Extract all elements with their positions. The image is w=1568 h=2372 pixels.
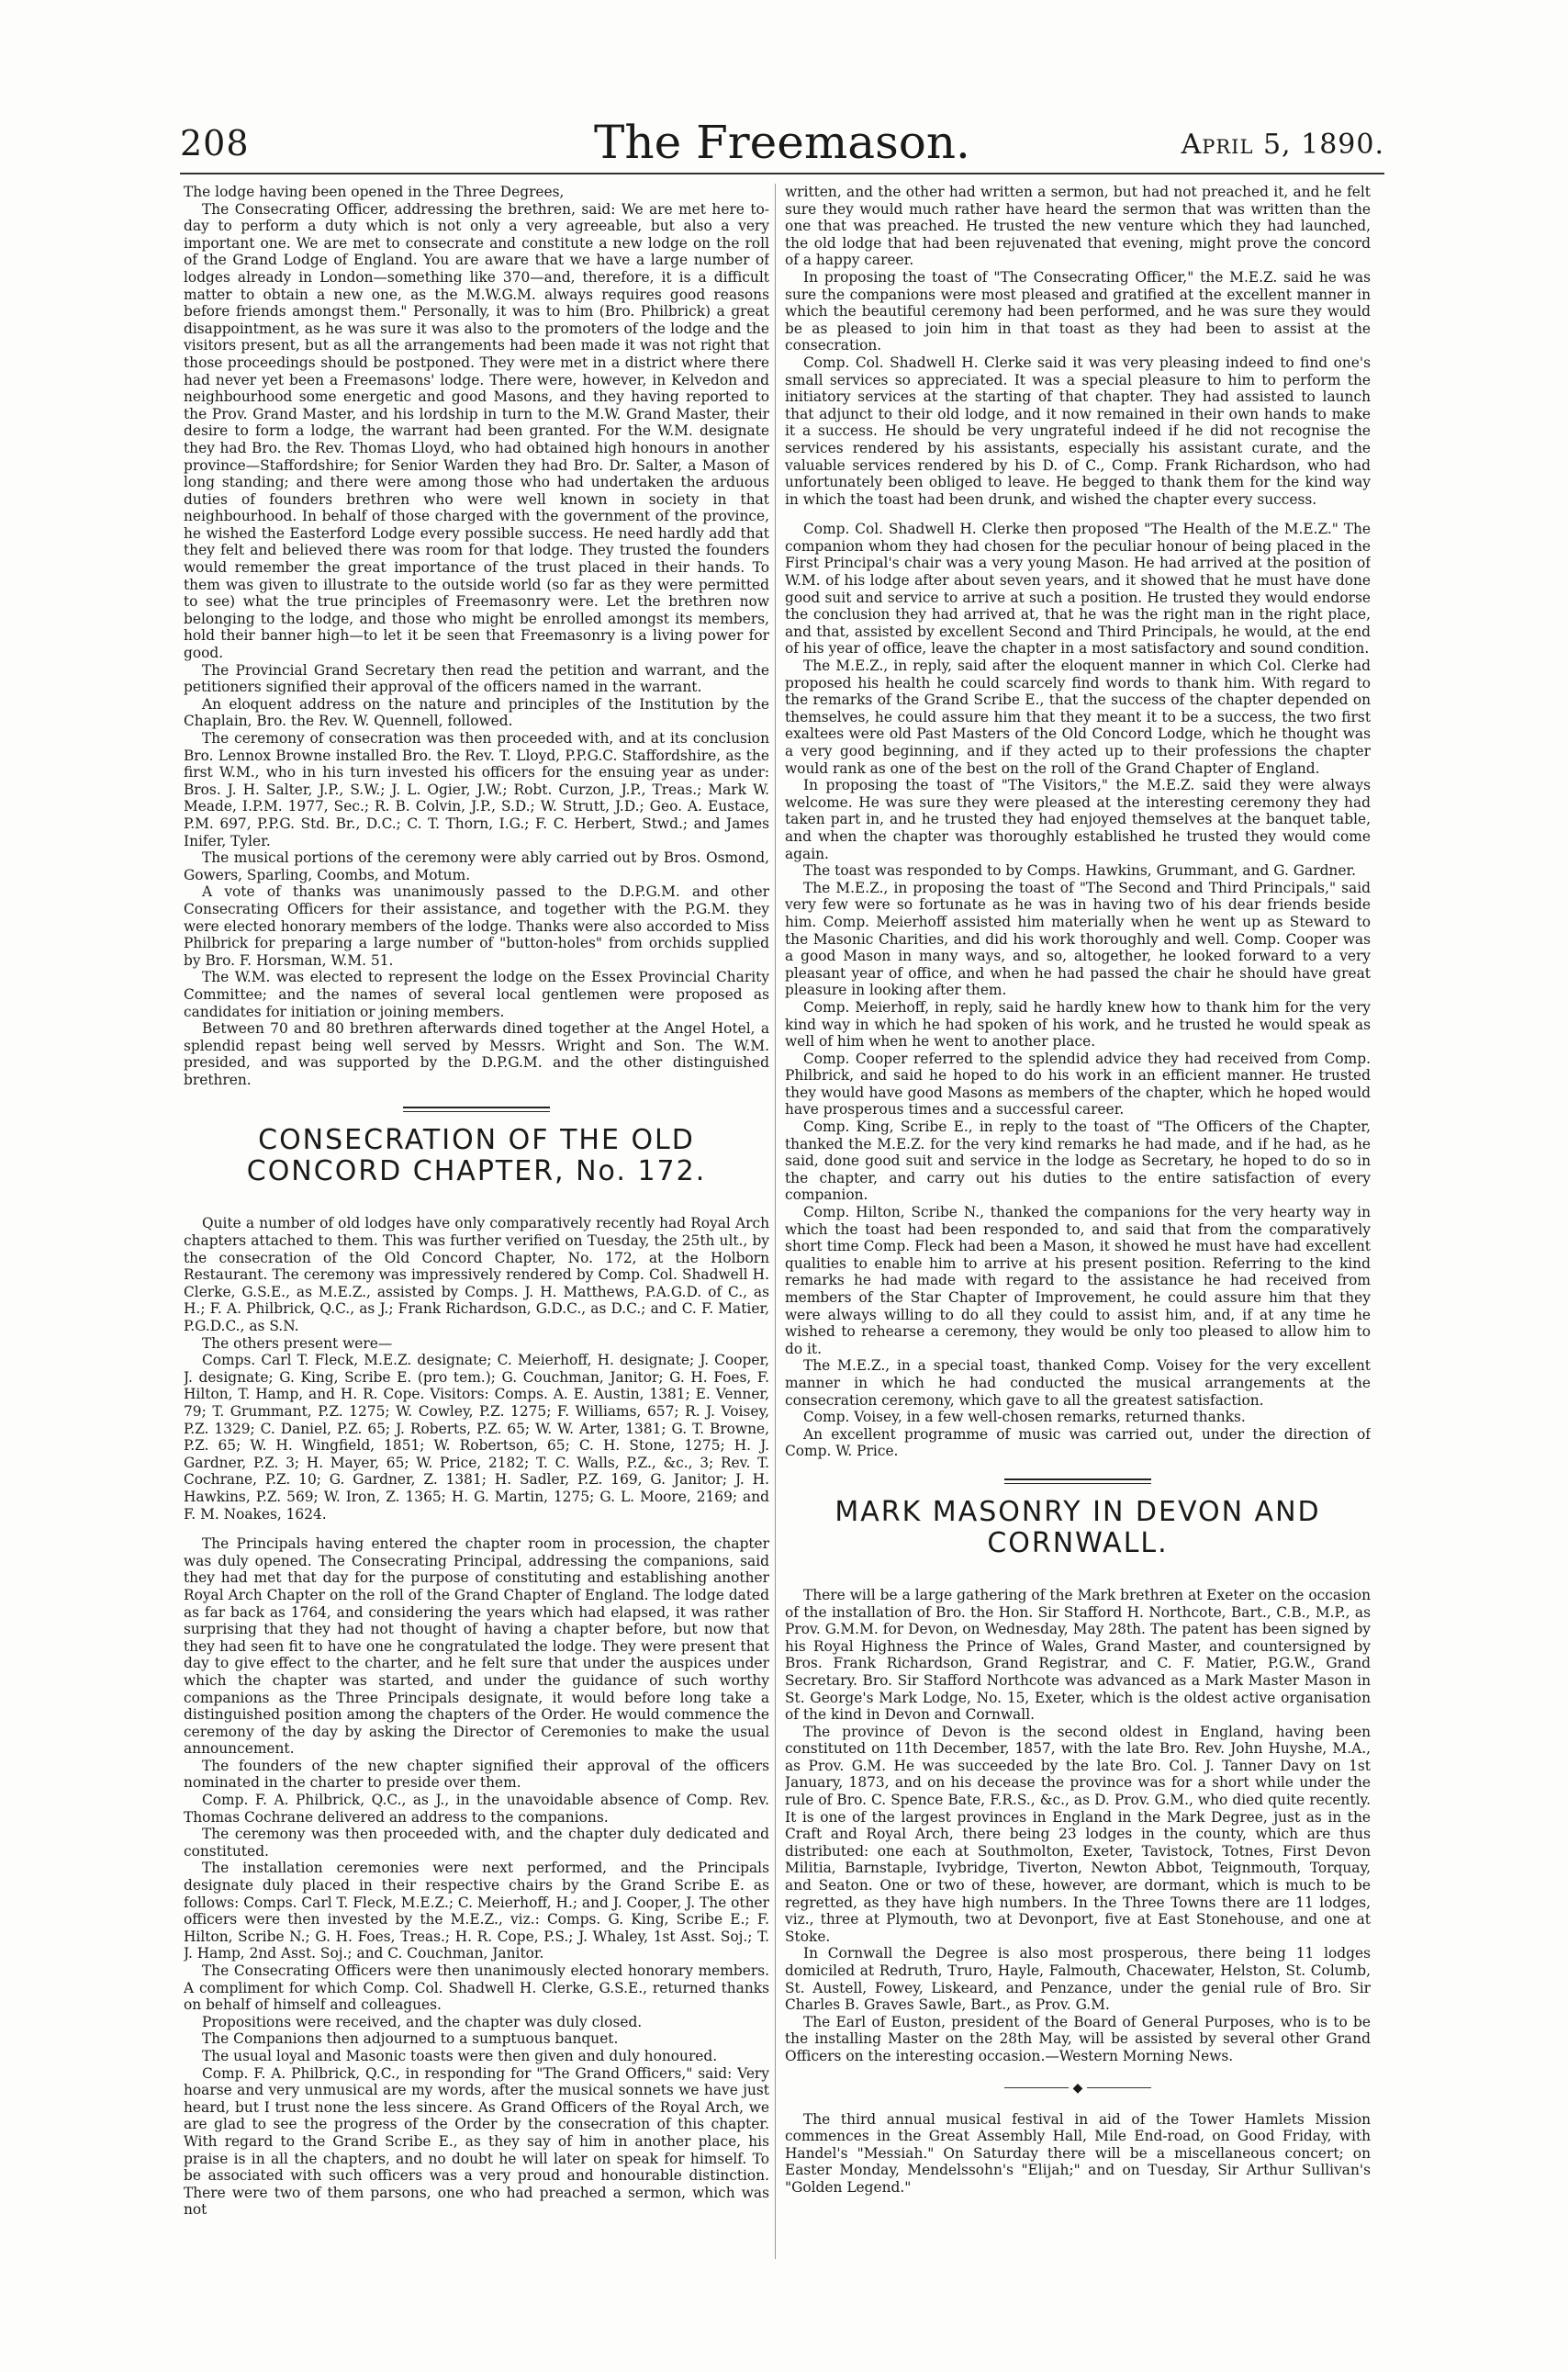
header-rule — [180, 173, 1384, 174]
issue-date: April 5, 1890. — [1181, 129, 1384, 161]
spacer — [785, 508, 1371, 521]
paragraph: An eloquent address on the nature and principles of the Institution by the Chaplain, Bro. the Rev. W. Quennell, followed. — [184, 695, 769, 730]
paragraph: Comp. Cooper referred to the splendid advice they had received from Comp. Philbrick, and said he hoped to do his work in an efficient manner. He trusted they would have good Masons as members of the chapter, which he hoped would have prosperous times and a successful career. — [785, 1050, 1371, 1119]
article-heading: MARK MASONRY IN DEVON AND CORNWALL. — [834, 1495, 1321, 1559]
diamond-icon: ◆ — [1072, 2080, 1083, 2096]
paragraph: The musical portions of the ceremony were ably carried out by Bros. Osmond, Gowers, Sparling, Coombs, and Motum. — [184, 849, 769, 883]
paragraph: Comp. Voisey, in a few well-chosen remarks, returned thanks. — [803, 1409, 1246, 1426]
spacer — [184, 1523, 769, 1535]
section-rule — [1004, 1478, 1151, 1484]
paragraph: Quite a number of old lodges have only comparatively recently had Royal Arch chapters attached to them. This was further verified on Tuesday, the 25th ult., by the consecration of the Old Concord Chapter, No. 172, at the Holborn Restaurant. The ceremony was impressively rendered by Comp. Col. Shadwell H. Clerke, G.S.E., as M.E.Z., assisted by Comps. J. H. Matthews, P.A.G.D. of C., as H.; F. A. Philbrick, Q.C., as J.; Frank Richardson, G.D.C., as D.C.; and C. F. Matier, P.G.D.C., as S.N. — [184, 1215, 769, 1335]
paragraph: Comps. Carl T. Fleck, M.E.Z. designate; C. Meierhoff, H. designate; J. Cooper, J. designate; G. King, Scribe E. (pro tem.); G. Couchman, Janitor; G. H. Foes, F. Hilton, T. Hamp, and H. R. Cope. Visitors: Comps. A. E. Austin, 1381; E. Venner, 79; T. Grummant, P.Z. 1275; W. Cowley, P.Z. 1275; F. Williams, 657; R. J. Voisey, P.Z. 1329; C. Daniel, P.Z. 65; J. Roberts, P.Z. 65; W. W. Arter, 1381; G. T. Browne, P.Z. 65; W. H. Wingfield, 1851; W. Robertson, 65; C. H. Stone, 1275; H. J. Gardner, P.Z. 3; H. Mayer, 65; W. Price, 2182; T. C. Walls, P.Z., &c., 3; Rev. T. Cochrane, P.Z. 10; G. Gardner, Z. 1381; H. Sadler, P.Z. 169, G. Janitor; J. H. Hawkins, P.Z. 569; W. Iron, Z. 1365; H. G. Martin, 1275; G. L. Moore, 2169; and F. M. Noakes, 1624. — [184, 1352, 769, 1523]
paragraph: Comp. Meierhoff, in reply, said he hardly knew how to thank him for the very kind way in which he had spoken of his work, and he trusted he would speak as well of him when he went to another place. — [785, 998, 1371, 1051]
paragraph: Comp. Col. Shadwell H. Clerke then proposed "The Health of the M.E.Z." The companion whom they had chosen for the peculiar honour of being placed in the First Principal's chair was a very young Mason. He had arrived at the position of W.M. of his lodge after about seven years, and it showed that he must have done good suit and service to arrive at such a position. He trusted they would endorse the conclusion they had arrived at, that he was the right man in the right place, and that, assisted by excellent Second and Third Principals, he would, at the end of his year of office, leave the chapter in a most satisfactory and sound condition. — [785, 521, 1371, 658]
paragraph: The Consecrating Officer, addressing the brethren, said: We are met here to-day to perform a duty which is not only a very agreeable, but also a very important one. We are met to consecrate and constitute a new lodge on the roll of the Grand Lodge of England. You are aware that we have a large number of lodges already in London—something like 370—and, therefore, it is a difficult matter to obtain a new one, as the M.W.G.M. always requires good reasons before friends amongst them." Personally, it was to him (Bro. Philbrick) a great disappointment, as he was sure it was also to the promoters of the lodge and the visitors present, but as all the arrangements had been made it was not right that those proceedings should be postponed. They were met in a district where there had never yet been a Freemasons' lodge. There were, however, in Kelvedon and neighbourhood some energetic and good Masons, and they having reported to the Prov. Grand Master, and his lordship in turn to the M.W. Grand Master, their desire to form a lodge, the warrant had been granted. For the W.M. designate they had Bro. the Rev. Thomas Lloyd, who had obtained high honours in another province—Staffordshire; for Senior Warden they had Bro. Dr. Salter, a Mason of long standing; and there were among those who had undertaken the arduous duties of founders brethren who were well known in society in that neighbourhood. In behalf of those charged with the government of the province, he wished the Easterford Lodge every possible success. He need hardly add that they felt and believed there was room for that lodge. They trusted the founders would remember the great importance of the trust placed in their hands. To them was given to illustrate to the outside world (so far as they were permitted to see) what the true principles of Freemasonry were. Let the brethren now belonging to the lodge, and those who might be enrolled amongst its members, hold their banner high—to let it be seen that Freemasonry is a living power for good. — [184, 200, 769, 662]
paragraph: In Cornwall the Degree is also most prosperous, there being 11 lodges domiciled at Redruth, Truro, Hayle, Falmouth, Chacewater, Helston, St. Columb, St. Austell, Fowey, Liskeard, and Penzance, under the genial rule of Bro. Sir Charles B. Graves Sawle, Bart., as Prov. G.M. — [785, 1945, 1371, 2014]
paragraph: The W.M. was elected to represent the lodge on the Essex Provincial Charity Committee; and the names of several local gentlemen were proposed as candidates for initiation or joining members. — [184, 969, 769, 1020]
paragraph: The third annual musical festival in aid of the Tower Hamlets Mission commences in the Great Assembly Hall, Mile End-road, on Good Friday, with Handel's "Messiah." On Saturday there will be a miscellaneous concert; on Easter Monday, Mendelssohn's "Elijah;" and on Tuesday, Sir Arthur Sullivan's "Golden Legend." — [785, 2110, 1371, 2196]
paragraph: The Principals having entered the chapter room in procession, the chapter was duly opened. The Consecrating Principal, addressing the companions, said they had met that day for the purpose of constituting and establishing another Royal Arch Chapter on the roll of the Grand Chapter of England. The lodge dated as far back as 1764, and considering the years which had elapsed, it was rather surprising that they had not thought of having a chapter before, but now that they had seen fit to have one he congratulated the lodge. They were present that day to give effect to the charter, and he felt sure that under the auspices under which the chapter was started, and under the guidance of such worthy companions as the Three Principals designate, it would before long take a distinguished position among the chapters of the Order. He would commence the ceremony of the day by asking the Director of Ceremonies to make the usual announcement. — [184, 1535, 769, 1758]
paragraph: The installation ceremonies were next performed, and the Principals designate duly placed in their respective chairs by the Grand Scribe E. as follows: Comps. Carl T. Fleck, M.E.Z.; C. Meierhoff, H.; and J. Cooper, J. The other officers were then invested by the M.E.Z., viz.: Comps. G. King, Scribe E.; F. Hilton, Scribe N.; G. H. Foes, Treas.; H. R. Cope, P.S.; J. Whaley, 1st Asst. Soj.; T. J. Hamp, 2nd Asst. Soj.; and C. Couchman, Janitor. — [184, 1860, 769, 1962]
paragraph: In proposing the toast of "The Visitors," the M.E.Z. said they were always welcome. He was sure they were pleased at the interesting ceremony they had taken part in, and he trusted they had enjoyed themselves at the banquet table, and when the chapter was thoroughly established he trusted they would come again. — [785, 777, 1371, 862]
page-number: 208 — [180, 123, 250, 163]
column-divider — [775, 184, 776, 2259]
paragraph: The founders of the new chapter signified their approval of the officers nominated in the charter to preside over them. — [184, 1757, 769, 1792]
paragraph: The province of Devon is the second oldest in England, having been constituted on 11th December, 1857, with the late Bro. Rev. John Huyshe, M.A., as Prov. G.M. He was succeeded by the late Bro. Col. J. Tanner Davy on 1st January, 1873, and on his decease the province was for a short while under the rule of Bro. C. Spence Bate, F.R.S., &c., as D. Prov. G.M., who died quite recently. It is one of the largest provinces in England in the Mark Degree, just as in the Craft and Royal Arch, there being 23 lodges in the county, which are thus distributed: one each at Southmolton, Exeter, Tavistock, Totnes, First Devon Militia, Barnstaple, Ivybridge, Tiverton, Newton Abbot, Teignmouth, Torquay, and Seaton. One or two of these, however, are dormant, which is much to be regretted, as they have high numbers. In the Three Towns there are 11 lodges, viz., three at Plymouth, two at Devonport, five at East Stonehouse, and one at Stoke. — [785, 1723, 1371, 1945]
section-rule — [403, 1107, 550, 1112]
paragraph: The usual loyal and Masonic toasts were then given and duly honoured. — [202, 2047, 718, 2064]
paragraph: The Provincial Grand Secretary then read the petition and warrant, and the petitioners signified their approval of the officers named in the warrant. — [184, 661, 769, 696]
paragraph: The ceremony of consecration was then proceeded with, and at its conclusion Bro. Lennox Browne installed Bro. the Rev. T. Lloyd, P.P.G.C. Staffordshire, as the first W.M., who in his turn invested his officers for the ensuing year as under: Bros. J. H. Salter, J.P., S.W.; J. L. Ogier, J.W.; Robt. Curzon, J.P., Treas.; Mark W. Meade, I.P.M. 1977, Sec.; R. B. Colvin, J.P., S.D.; W. Strutt, J.D.; Geo. A. Eustace, P.M. 697, P.P.G. Std. Br., D.C.; C. T. Thorn, I.G.; F. C. Herbert, Stwd.; and James Inifer, Tyler. — [184, 730, 769, 849]
paragraph: In proposing the toast of "The Consecrating Officer," the M.E.Z. said he was sure the companions were most pleased and gratified at the excellent manner in which the beautiful ceremony had been performed, and he was sure they would be as pleased to join him in that toast as they had been to assist at the consecration. — [785, 268, 1371, 354]
paragraph: The M.E.Z., in proposing the toast of "The Second and Third Principals," said very few were so fortunate as he was in having two of his dear friends beside him. Comp. Meierhoff assisted him materially when he went up as Steward to the Masonic Charities, and did his work thoroughly and well. Comp. Cooper was a good Mason in many ways, and so, altogether, he looked forward to a very pleasant year of office, and when he had passed the chair he should have great pleasure in looking after them. — [785, 879, 1371, 999]
left-column — [184, 184, 769, 2259]
paragraph: written, and the other had written a sermon, but had not preached it, and he felt sure they would much rather have heard the sermon that was written than the one that was preached. He trusted the new venture which they had launched, the old lodge that had been rejuvenated that evening, might prove the concord of a happy career. — [785, 184, 1371, 269]
paragraph: Comp. Col. Shadwell H. Clerke said it was very pleasing indeed to find one's small services so appreciated. It was a special pleasure to him to perform the initiatory services at the starting of that chapter. They had assisted to launch that adjunct to their old lodge, and it now remained in their own hands to make it a success. He should be very ungrateful indeed if he did not recognise the services rendered by his assistants, especially his assistant curate, and the valuable services rendered by his D. of C., Comp. Frank Richardson, who had unfortunately been obliged to leave. He begged to thank them for the kind way in which the toast had been drunk, and wished the chapter every success. — [785, 354, 1371, 508]
paragraph: There will be a large gathering of the Mark brethren at Exeter on the occasion of the installation of Bro. the Hon. Sir Stafford H. Northcote, Bart., C.B., M.P., as Prov. G.M.M. for Devon, on Wednesday, May 28th. The patent has been signed by his Royal Highness the Prince of Wales, Grand Master, and countersigned by Bros. Frank Richardson, Grand Registrar, and C. F. Matier, P.G.W., Grand Secretary. Bro. Sir Stafford Northcote was advanced as a Mark Master Mason in St. George's Mark Lodge, No. 15, Exeter, which is the oldest active organisation of the kind in Devon and Cornwall. — [785, 1586, 1371, 1724]
section-ornament — [785, 2082, 1371, 2095]
paragraph: The M.E.Z., in a special toast, thanked Comp. Voisey for the very excellent manner in which he had conducted the musical arrangements at the consecration ceremony, which gave to all the greatest satisfaction. — [785, 1357, 1371, 1409]
paragraph: The Consecrating Officers were then unanimously elected honorary members. A compliment for which Comp. Col. Shadwell H. Clerke, G.S.E., returned thanks on behalf of himself and colleagues. — [184, 1962, 769, 2014]
paragraph: The toast was responded to by Comps. Hawkins, Grummant, and G. Gardner. — [803, 862, 1357, 880]
paragraph: Comp. F. A. Philbrick, Q.C., in responding for "The Grand Officers," said: Very hoarse and very unmusical are my words, after the musical sonnets we have just heard, but I trust none the less sincere. As Grand Officers of the Royal Arch, we are glad to see the progress of the Order by the consecration of this chapter. With regard to the Grand Scribe E., as they say of him in another place, his praise is in all the chapters, and no doubt he will later on speak for himself. To be associated with such officers was a very proud and honourable distinction. There were two of them parsons, one who had preached a sermon, which was not — [184, 2064, 769, 2219]
article-heading: CONSECRATION OF THE OLD CONCORD CHAPTER, No. 172. — [246, 1124, 707, 1188]
page-header — [180, 116, 1384, 171]
paragraph: The others present were— — [202, 1334, 393, 1352]
paragraph: The ceremony was then proceeded with, and the chapter duly dedicated and constituted. — [184, 1826, 769, 1860]
paragraph: The Companions then adjourned to a sumptuous banquet. — [202, 2030, 619, 2048]
paragraph: Comp. Hilton, Scribe N., thanked the companions for the very hearty way in which the toast had been responded to, and said that from the comparatively short time Comp. Fleck had been a Mason, it showed he must have had excellent qualities to enable him to arrive at his present position. Referring to the kind remarks he had made with regard to the assistance he had received from members of the Star Chapter of Improvement, he could assure him that they were always willing to do all they could to assist him, and, if at any time he wished to rehearse a ceremony, they would be only too pleased to allow him to do it. — [785, 1204, 1371, 1357]
paragraph: The lodge having been opened in the Three Degrees, — [184, 184, 565, 200]
paragraph: The M.E.Z., in reply, said after the eloquent manner in which Col. Clerke had proposed his health he could scarcely find words to thank him. With regard to the remarks of the Grand Scribe E., that the success of the chapter depended on themselves, he could assure him that they meant it to be a success, the two first exaltees were old Past Masters of the Old Concord Lodge, which he thought was a very good beginning, and if they acted up to their professions the chapter would rank as one of the best on the roll of the Grand Chapter of England. — [785, 658, 1371, 777]
paragraph: An excellent programme of music was carried out, under the direction of Comp. W. Price. — [785, 1425, 1371, 1460]
right-column — [785, 184, 1371, 2259]
paragraph: Comp. F. A. Philbrick, Q.C., as J., in the unavoidable absence of Comp. Rev. Thomas Cochrane delivered an address to the companions. — [184, 1792, 769, 1826]
paragraph: A vote of thanks was unanimously passed to the D.P.G.M. and other Consecrating Officers for their assistance, and together with the P.G.M. they were elected honorary members of the lodge. Thanks were also accorded to Miss Philbrick for preparing a large number of "button-holes" from orchids supplied by Bro. F. Horsman, W.M. 51. — [184, 883, 769, 969]
masthead-title: The Freemason. — [594, 116, 970, 169]
paragraph: Comp. King, Scribe E., in reply to the toast of "The Officers of the Chapter, thanked the M.E.Z. for the very kind remarks he had made, and if he had, as he said, done good suit and service in the lodge as Secretary, he hoped to do so in the chapter, and carry out his duties to the entire satisfaction of every companion. — [785, 1119, 1371, 1204]
paragraph: Between 70 and 80 brethren afterwards dined together at the Angel Hotel, a splendid repast being well served by Messrs. Wright and Son. The W.M. presided, and was supported by the D.P.G.M. and the other distinguished brethren. — [184, 1020, 769, 1088]
paragraph: Propositions were received, and the chapter was duly closed. — [202, 2013, 643, 2030]
paragraph: The Earl of Euston, president of the Board of General Purposes, who is to be the installing Master on the 28th May, will be assisted by several other Grand Officers on the interesting occasion.—Western Morning News. — [785, 2013, 1371, 2064]
